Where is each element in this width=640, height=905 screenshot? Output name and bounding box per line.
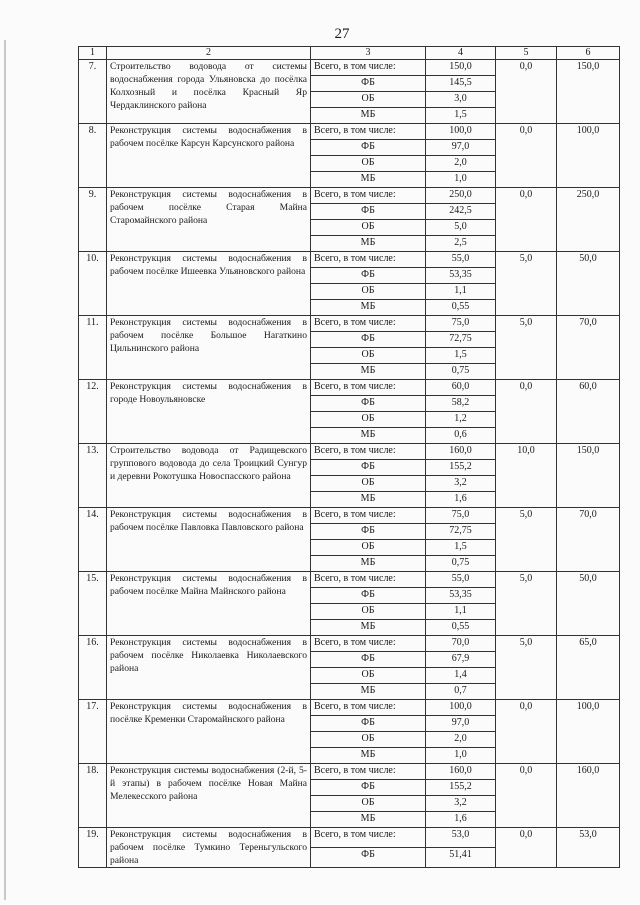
funding-label-mb: МБ (311, 684, 426, 700)
funding-value-mb: 1,6 (426, 812, 496, 828)
funding-label-ob: ОБ (311, 732, 426, 748)
column-5-value: 5,0 (496, 252, 557, 316)
funding-label-total: Всего, в том числе: (311, 60, 426, 76)
funding-value-mb: 1,6 (426, 492, 496, 508)
header-cell: 1 (79, 47, 107, 60)
table-header-row (79, 47, 620, 60)
header-cell: 2 (107, 47, 311, 60)
funding-value-ob: 1,1 (426, 284, 496, 300)
header-cell: 4 (426, 47, 496, 60)
project-description: Строительство водовода от Радищевского группового водовода до села Троицкий Сунгур и деревни Рокотушка Новоспасского района (107, 444, 311, 508)
table-row (79, 124, 620, 140)
table-row (79, 316, 620, 332)
funding-value-mb: 1,5 (426, 108, 496, 124)
funding-value-fb: 145,5 (426, 76, 496, 92)
table-row (79, 444, 620, 460)
funding-label-ob: ОБ (311, 92, 426, 108)
funding-label-fb: ФБ (311, 524, 426, 540)
column-6-value: 150,0 (557, 444, 620, 508)
funding-value-total: 160,0 (426, 764, 496, 780)
funding-value-total: 75,0 (426, 508, 496, 524)
funding-label-fb: ФБ (311, 848, 426, 868)
funding-value-fb: 53,35 (426, 268, 496, 284)
column-6-value: 60,0 (557, 380, 620, 444)
table-row (79, 828, 620, 848)
funding-value-mb: 0,55 (426, 300, 496, 316)
funding-value-ob: 1,2 (426, 412, 496, 428)
funding-value-mb: 2,5 (426, 236, 496, 252)
column-6-value: 53,0 (557, 828, 620, 868)
funding-label-ob: ОБ (311, 796, 426, 812)
funding-label-total: Всего, в том числе: (311, 316, 426, 332)
column-6-value: 250,0 (557, 188, 620, 252)
funding-label-fb: ФБ (311, 332, 426, 348)
funding-label-fb: ФБ (311, 588, 426, 604)
funding-label-total: Всего, в том числе: (311, 252, 426, 268)
funding-label-total: Всего, в том числе: (311, 572, 426, 588)
column-5-value: 0,0 (496, 60, 557, 124)
funding-label-mb: МБ (311, 492, 426, 508)
project-description: Реконструкция системы водоснабжения в рабочем посёлке Майна Майнского района (107, 572, 311, 636)
funding-value-ob: 2,0 (426, 156, 496, 172)
row-number: 7. (79, 60, 107, 124)
funding-value-mb: 0,75 (426, 556, 496, 572)
funding-value-fb: 67,9 (426, 652, 496, 668)
funding-value-mb: 0,6 (426, 428, 496, 444)
table-row (79, 636, 620, 652)
column-5-value: 0,0 (496, 764, 557, 828)
funding-value-fb: 53,35 (426, 588, 496, 604)
funding-label-total: Всего, в том числе: (311, 508, 426, 524)
funding-label-total: Всего, в том числе: (311, 636, 426, 652)
funding-label-ob: ОБ (311, 284, 426, 300)
funding-value-fb: 242,5 (426, 204, 496, 220)
funding-value-ob: 1,5 (426, 348, 496, 364)
funding-label-total: Всего, в том числе: (311, 124, 426, 140)
column-6-value: 65,0 (557, 636, 620, 700)
funding-value-ob: 3,2 (426, 476, 496, 492)
table-row (79, 764, 620, 780)
funding-label-total: Всего, в том числе: (311, 828, 426, 848)
header-cell: 6 (557, 47, 620, 60)
column-5-value: 10,0 (496, 444, 557, 508)
funding-value-total: 100,0 (426, 124, 496, 140)
header-cell: 5 (496, 47, 557, 60)
funding-label-fb: ФБ (311, 76, 426, 92)
column-5-value: 5,0 (496, 508, 557, 572)
funding-label-fb: ФБ (311, 140, 426, 156)
funding-value-mb: 1,0 (426, 748, 496, 764)
funding-table (78, 46, 620, 868)
funding-label-fb: ФБ (311, 396, 426, 412)
funding-value-ob: 3,0 (426, 92, 496, 108)
funding-value-ob: 1,1 (426, 604, 496, 620)
project-description: Реконструкция системы водоснабжения в городе Новоульяновске (107, 380, 311, 444)
project-description: Реконструкция системы водоснабжения в рабочем посёлке Старая Майна Старомайнского района (107, 188, 311, 252)
project-description: Реконструкция системы водоснабжения в рабочем посёлке Павловка Павловского района (107, 508, 311, 572)
funding-label-mb: МБ (311, 172, 426, 188)
funding-value-total: 75,0 (426, 316, 496, 332)
funding-label-ob: ОБ (311, 156, 426, 172)
funding-value-fb: 51,41 (426, 848, 496, 868)
column-6-value: 100,0 (557, 124, 620, 188)
funding-value-fb: 155,2 (426, 780, 496, 796)
column-5-value: 5,0 (496, 572, 557, 636)
column-6-value: 160,0 (557, 764, 620, 828)
funding-value-mb: 0,75 (426, 364, 496, 380)
row-number: 17. (79, 700, 107, 764)
funding-value-mb: 0,55 (426, 620, 496, 636)
column-6-value: 50,0 (557, 572, 620, 636)
funding-label-fb: ФБ (311, 268, 426, 284)
funding-value-fb: 72,75 (426, 332, 496, 348)
funding-value-total: 60,0 (426, 380, 496, 396)
column-5-value: 0,0 (496, 188, 557, 252)
column-6-value: 70,0 (557, 508, 620, 572)
row-number: 12. (79, 380, 107, 444)
funding-label-mb: МБ (311, 236, 426, 252)
funding-label-total: Всего, в том числе: (311, 380, 426, 396)
funding-label-mb: МБ (311, 748, 426, 764)
row-number: 13. (79, 444, 107, 508)
funding-label-ob: ОБ (311, 604, 426, 620)
row-number: 19. (79, 828, 107, 868)
scan-edge-line (4, 40, 6, 900)
funding-value-mb: 0,7 (426, 684, 496, 700)
funding-value-fb: 72,75 (426, 524, 496, 540)
column-5-value: 0,0 (496, 380, 557, 444)
column-5-value: 0,0 (496, 124, 557, 188)
table-row (79, 508, 620, 524)
funding-value-ob: 3,2 (426, 796, 496, 812)
funding-label-fb: ФБ (311, 460, 426, 476)
funding-label-mb: МБ (311, 108, 426, 124)
project-description: Строительство водовода от системы водоснабжения города Ульяновска до посёлка Колхозный и посёлка Красный Яр Чердаклинского района (107, 60, 311, 124)
funding-label-ob: ОБ (311, 220, 426, 236)
row-number: 8. (79, 124, 107, 188)
row-number: 9. (79, 188, 107, 252)
funding-label-total: Всего, в том числе: (311, 444, 426, 460)
column-6-value: 70,0 (557, 316, 620, 380)
project-description: Реконструкция системы водоснабжения (2-й, 5-й этапы) в рабочем посёлке Новая Майна Мелекесского района (107, 764, 311, 828)
funding-label-fb: ФБ (311, 652, 426, 668)
funding-label-ob: ОБ (311, 476, 426, 492)
funding-value-total: 160,0 (426, 444, 496, 460)
funding-value-total: 55,0 (426, 572, 496, 588)
funding-label-mb: МБ (311, 620, 426, 636)
funding-label-mb: МБ (311, 812, 426, 828)
project-description: Реконструкция системы водоснабжения в посёлке Кременки Старомайнского района (107, 700, 311, 764)
funding-label-fb: ФБ (311, 716, 426, 732)
funding-value-total: 100,0 (426, 700, 496, 716)
funding-label-total: Всего, в том числе: (311, 188, 426, 204)
project-description: Реконструкция системы водоснабжения в рабочем посёлке Карсун Карсунского района (107, 124, 311, 188)
column-5-value: 5,0 (496, 636, 557, 700)
row-number: 15. (79, 572, 107, 636)
project-description: Реконструкция системы водоснабжения в рабочем посёлке Тумкино Тереньгульского района (107, 828, 311, 868)
project-description: Реконструкция системы водоснабжения в рабочем посёлке Большое Нагаткино Цильнинского района (107, 316, 311, 380)
funding-value-total: 250,0 (426, 188, 496, 204)
funding-label-ob: ОБ (311, 668, 426, 684)
funding-value-fb: 155,2 (426, 460, 496, 476)
header-cell: 3 (311, 47, 426, 60)
funding-value-fb: 58,2 (426, 396, 496, 412)
column-6-value: 150,0 (557, 60, 620, 124)
table-row (79, 572, 620, 588)
funding-value-ob: 2,0 (426, 732, 496, 748)
funding-value-ob: 1,4 (426, 668, 496, 684)
funding-value-total: 70,0 (426, 636, 496, 652)
funding-label-mb: МБ (311, 300, 426, 316)
funding-label-mb: МБ (311, 364, 426, 380)
funding-label-ob: ОБ (311, 348, 426, 364)
funding-value-total: 55,0 (426, 252, 496, 268)
table-row (79, 700, 620, 716)
row-number: 10. (79, 252, 107, 316)
column-5-value: 0,0 (496, 828, 557, 868)
row-number: 11. (79, 316, 107, 380)
funding-value-fb: 97,0 (426, 140, 496, 156)
funding-value-ob: 1,5 (426, 540, 496, 556)
funding-value-mb: 1,0 (426, 172, 496, 188)
funding-label-fb: ФБ (311, 204, 426, 220)
column-6-value: 100,0 (557, 700, 620, 764)
table-row (79, 60, 620, 76)
row-number: 14. (79, 508, 107, 572)
funding-label-mb: МБ (311, 556, 426, 572)
table-row (79, 252, 620, 268)
funding-label-fb: ФБ (311, 780, 426, 796)
funding-label-total: Всего, в том числе: (311, 700, 426, 716)
funding-label-mb: МБ (311, 428, 426, 444)
funding-value-fb: 97,0 (426, 716, 496, 732)
funding-label-ob: ОБ (311, 540, 426, 556)
row-number: 18. (79, 764, 107, 828)
column-5-value: 5,0 (496, 316, 557, 380)
table-row (79, 380, 620, 396)
project-description: Реконструкция системы водоснабжения в рабочем посёлке Ишеевка Ульяновского района (107, 252, 311, 316)
funding-label-total: Всего, в том числе: (311, 764, 426, 780)
page-number: 27 (334, 26, 350, 42)
column-5-value: 0,0 (496, 700, 557, 764)
funding-value-ob: 5,0 (426, 220, 496, 236)
column-6-value: 50,0 (557, 252, 620, 316)
funding-value-total: 150,0 (426, 60, 496, 76)
table-row (79, 188, 620, 204)
funding-label-ob: ОБ (311, 412, 426, 428)
row-number: 16. (79, 636, 107, 700)
funding-value-total: 53,0 (426, 828, 496, 848)
project-description: Реконструкция системы водоснабжения в рабочем посёлке Николаевка Николаевского района (107, 636, 311, 700)
